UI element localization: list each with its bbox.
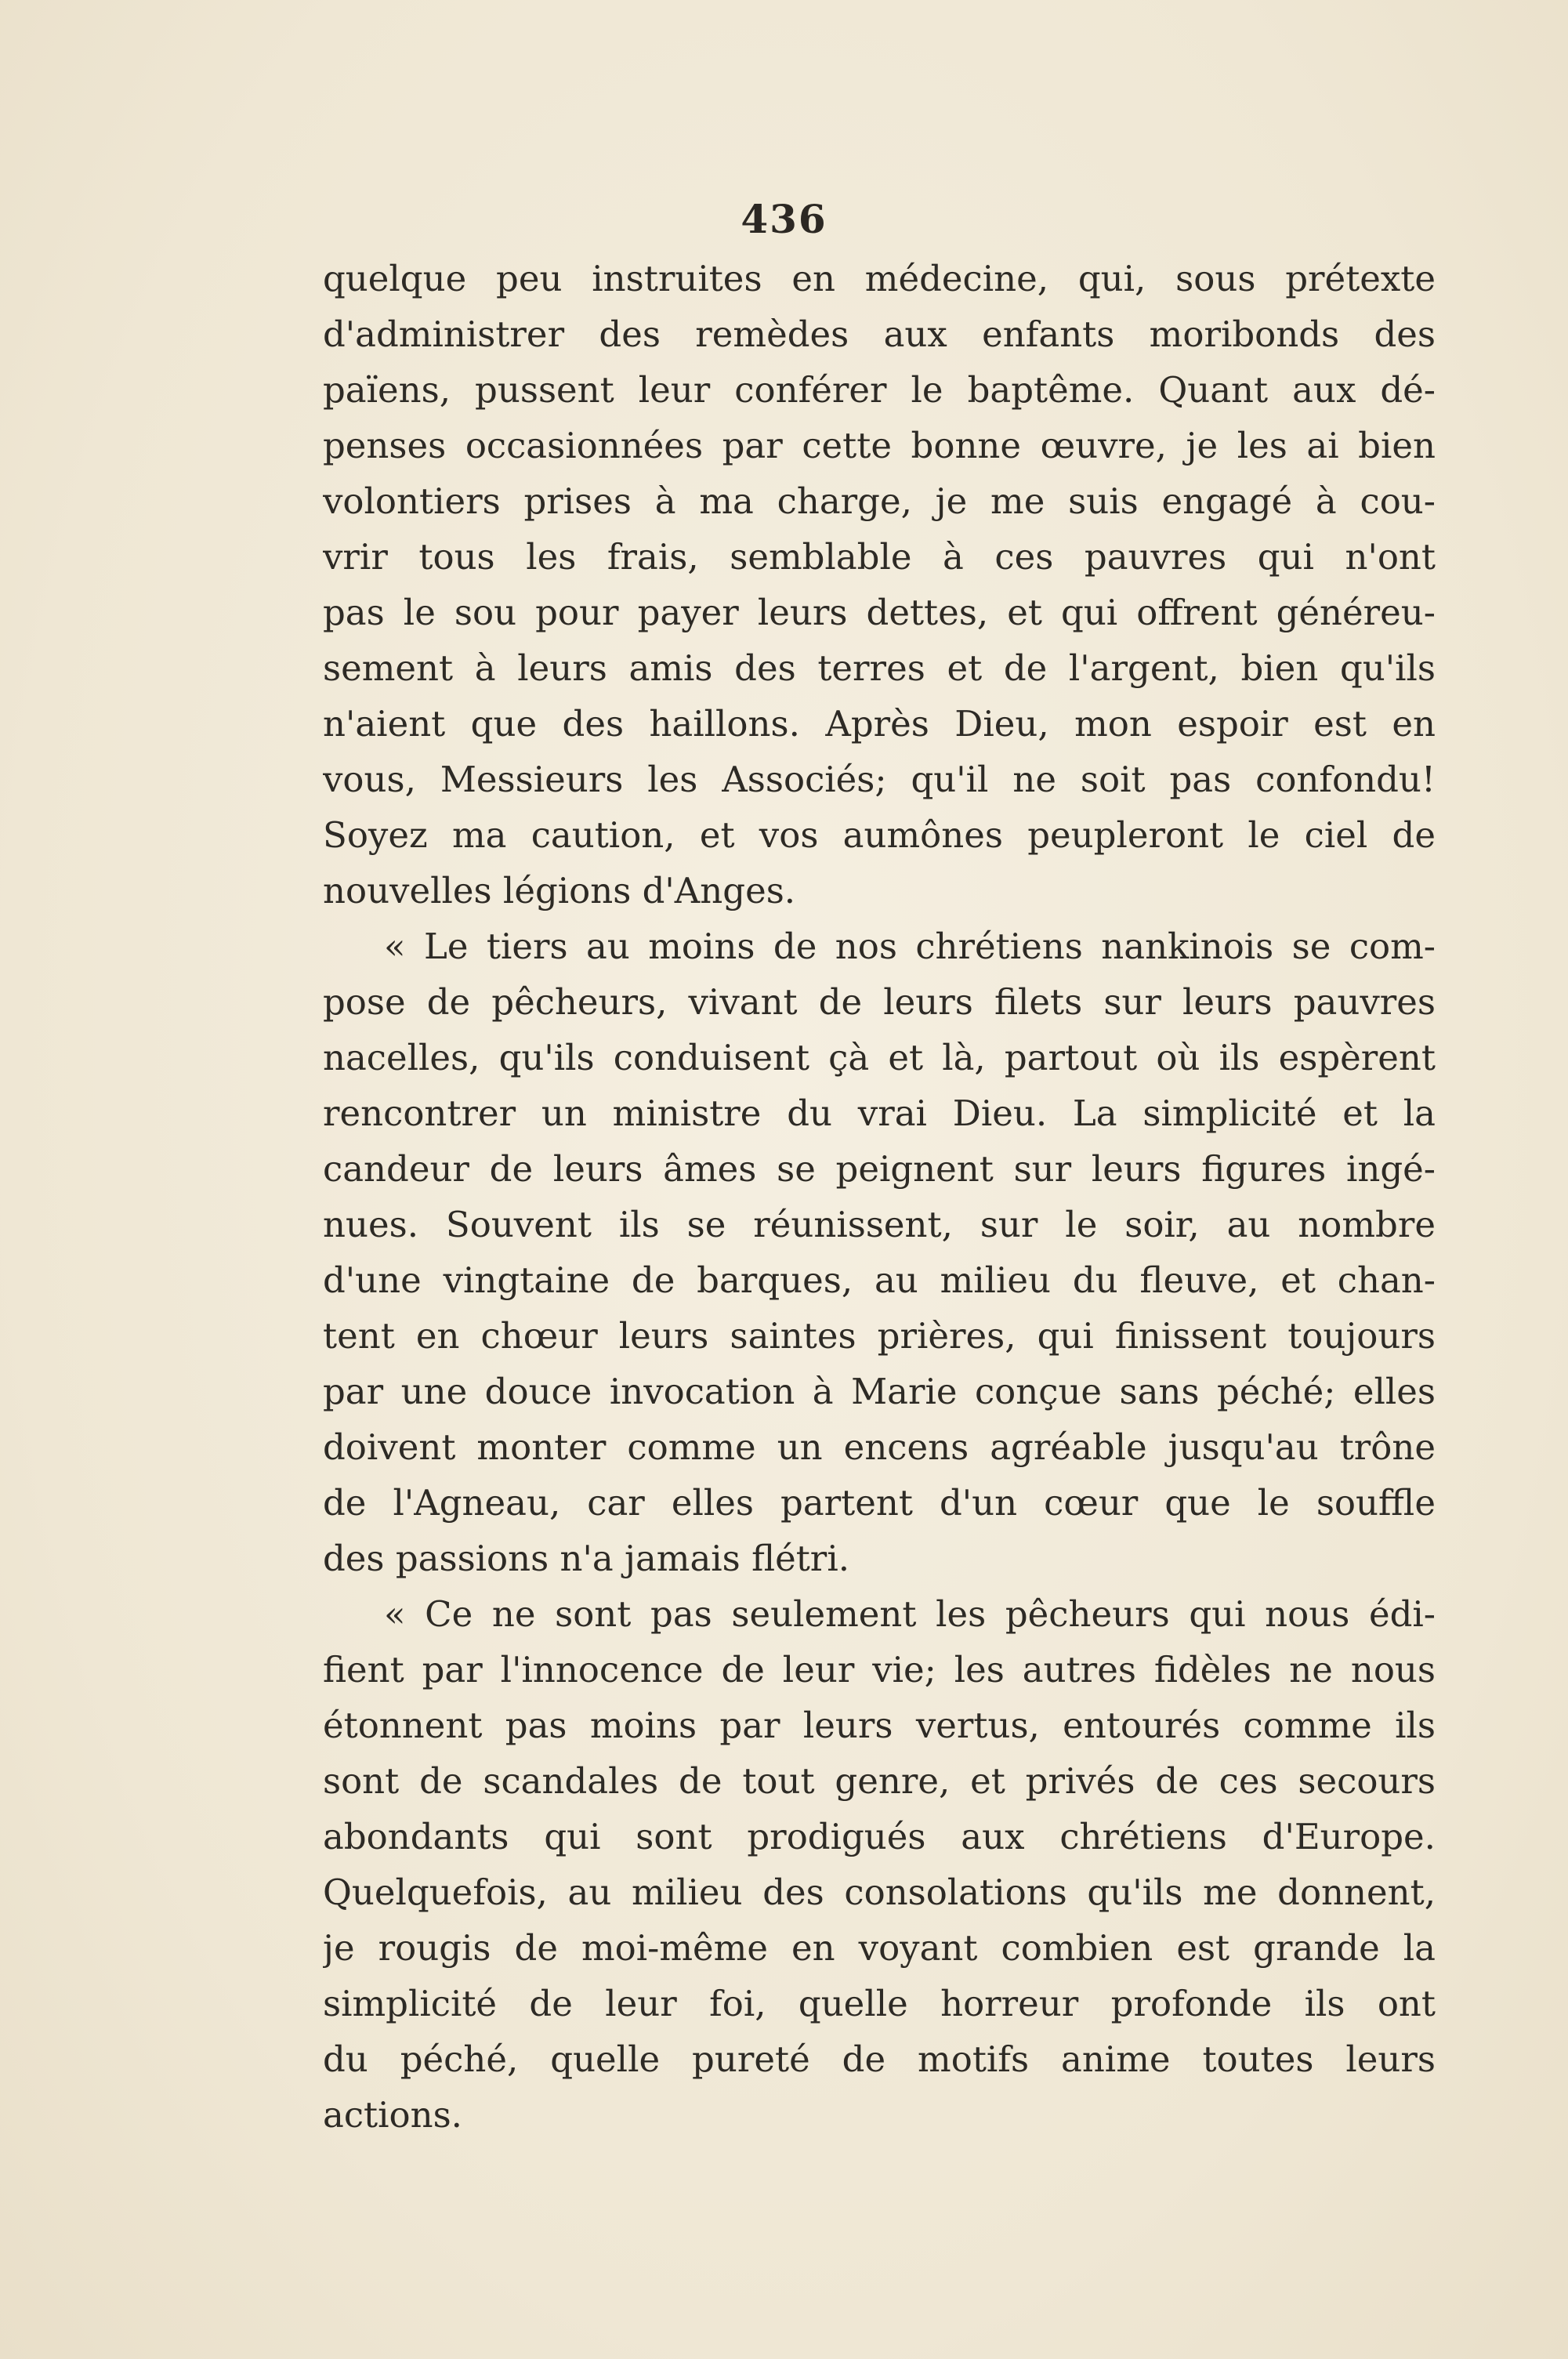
text-line: n'aient que des haillons. Après Dieu, mon espoir est en xyxy=(323,703,1436,745)
text-line: fient par l'innocence de leur vie; les autres fidèles ne nous xyxy=(323,1649,1436,1690)
text-line: de l'Agneau, car elles partent d'un cœur que le souffle xyxy=(323,1482,1436,1524)
text-line: étonnent pas moins par leurs vertus, entourés comme ils xyxy=(323,1705,1436,1746)
text-line: Quelquefois, au milieu des consolations qu'ils me donnent, xyxy=(323,1872,1436,1913)
text-line: du péché, quelle pureté de motifs anime toutes leurs xyxy=(323,2038,1436,2080)
page-number: 436 xyxy=(741,196,827,242)
text-line: simplicité de leur foi, quelle horreur profonde ils ont xyxy=(323,1983,1436,2024)
text-line: « Le tiers au moins de nos chrétiens nankinois se com- xyxy=(384,926,1436,967)
text-line: d'administrer des remèdes aux enfants moribonds des xyxy=(323,313,1436,355)
text-line: par une douce invocation à Marie conçue sans péché; elles xyxy=(323,1371,1436,1412)
text-line: nouvelles légions d'Anges. xyxy=(323,870,796,911)
text-line: des passions n'a jamais flétri. xyxy=(323,1538,850,1579)
text-line: quelque peu instruites en médecine, qui, sous prétexte xyxy=(323,258,1436,299)
text-line: je rougis de moi-même en voyant combien est grande la xyxy=(323,1927,1436,1969)
text-line: nacelles, qu'ils conduisent çà et là, partout où ils espèrent xyxy=(323,1037,1436,1078)
text-line: Soyez ma caution, et vos aumônes peupleront le ciel de xyxy=(323,814,1436,856)
text-line: rencontrer un ministre du vrai Dieu. La simplicité et la xyxy=(323,1093,1436,1134)
text-line: vous, Messieurs les Associés; qu'il ne soit pas confondu! xyxy=(323,759,1436,800)
text-line: actions. xyxy=(323,2094,462,2136)
text-line: penses occasionnées par cette bonne œuvre, je les ai bien xyxy=(323,425,1436,466)
text-line: nues. Souvent ils se réunissent, sur le soir, au nombre xyxy=(323,1204,1436,1245)
text-line: pas le sou pour payer leurs dettes, et qui offrent généreu- xyxy=(323,592,1436,633)
text-line: d'une vingtaine de barques, au milieu du fleuve, et chan- xyxy=(323,1259,1436,1301)
text-line: abondants qui sont prodigués aux chrétiens d'Europe. xyxy=(323,1816,1436,1857)
text-line: païens, pussent leur conférer le baptême. Quant aux dé- xyxy=(323,369,1436,411)
text-line: doivent monter comme un encens agréable jusqu'au trône xyxy=(323,1426,1436,1468)
text-line: candeur de leurs âmes se peignent sur leurs figures ingé- xyxy=(323,1148,1436,1190)
text-line: sement à leurs amis des terres et de l'argent, bien qu'ils xyxy=(323,647,1436,689)
text-line: volontiers prises à ma charge, je me suis engagé à cou- xyxy=(323,480,1436,522)
text-line: pose de pêcheurs, vivant de leurs filets sur leurs pauvres xyxy=(323,981,1436,1023)
body-text xyxy=(323,251,1436,2143)
text-line: « Ce ne sont pas seulement les pêcheurs qui nous édi- xyxy=(384,1593,1436,1635)
text-line: tent en chœur leurs saintes prières, qui finissent toujours xyxy=(323,1315,1436,1357)
text-line: vrir tous les frais, semblable à ces pauvres qui n'ont xyxy=(323,536,1436,578)
text-line: sont de scandales de tout genre, et privés de ces secours xyxy=(323,1760,1436,1802)
